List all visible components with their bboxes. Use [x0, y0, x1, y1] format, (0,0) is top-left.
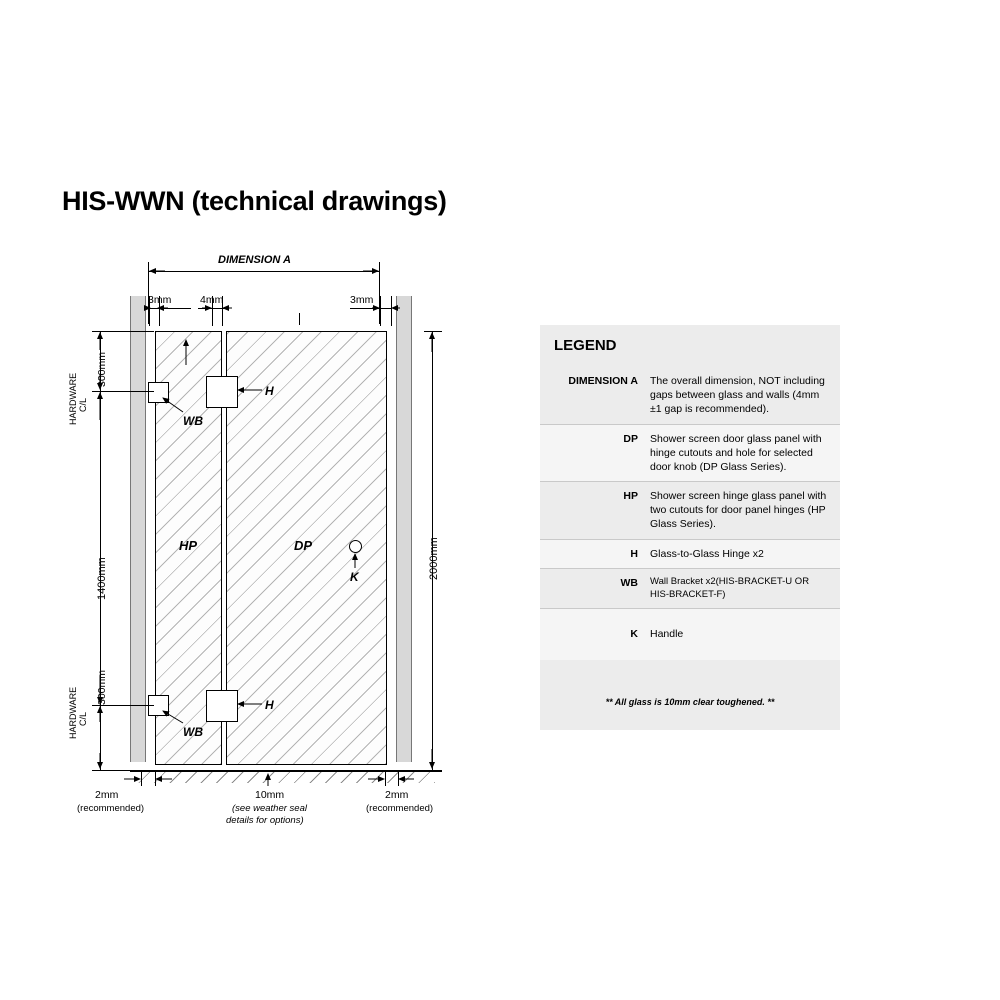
gap-panel-label: 4mm — [200, 294, 224, 306]
label-hinge-panel: HP — [179, 538, 198, 553]
callout-handle: K — [350, 570, 359, 584]
legend-value: Wall Bracket x2(HIS-BRACKET-U OR HIS-BRACKET-F) — [650, 575, 810, 600]
legend-row — [540, 482, 840, 540]
vdim-300-top: 300mm — [96, 351, 108, 387]
callout-hinge-bottom: H — [265, 698, 274, 712]
callout-bracket-top: WB — [183, 414, 203, 428]
legend-row — [540, 569, 840, 610]
cl-hardware-bottom-2: HARDWARE — [68, 686, 78, 739]
page-title: HIS-WWN (technical drawings) — [62, 186, 447, 216]
legend-value: Handle — [650, 628, 684, 641]
legend-value: Shower screen hinge glass panel with two cutouts for door panel hinges (HP Glass Series). — [650, 490, 827, 531]
vdim-300-bottom: 300mm — [96, 669, 108, 705]
cl-hardware-top: C/L — [78, 397, 88, 412]
legend-key: HP — [623, 490, 638, 503]
cl-hardware-top-2: HARDWARE — [68, 372, 78, 425]
legend-key: DIMENSION A — [568, 375, 638, 387]
label-door-panel: DP — [294, 538, 313, 553]
legend-key: K — [630, 628, 638, 641]
legend-value: The overall dimension, NOT including gaps between glass and walls (4mm ±1 gap is recommended). — [650, 375, 825, 416]
legend-row — [540, 540, 840, 569]
legend-key: DP — [623, 432, 638, 445]
dim-a-label: DIMENSION A — [218, 254, 291, 266]
legend-title: LEGEND — [554, 337, 617, 354]
legend-value: Shower screen door glass panel with hinge cutouts and hole for selected door knob (DP Glass Series). — [650, 432, 822, 473]
bottom-center-value: 10mm — [255, 789, 285, 801]
legend-row — [540, 367, 840, 425]
legend-key: H — [630, 547, 638, 560]
bottom-center-note-2: details for options) — [226, 815, 304, 826]
bottom-right-note: (recommended) — [366, 803, 434, 814]
legend-key: WB — [620, 576, 638, 589]
vdim-2000: 2000mm — [428, 537, 440, 580]
gap-right-label: 3mm — [350, 294, 374, 306]
legend-panel — [540, 325, 840, 730]
legend-row — [540, 425, 840, 483]
bottom-left-note: (recommended) — [77, 803, 145, 814]
legend-row — [540, 609, 840, 659]
legend-footnote: ** All glass is 10mm clear toughened. ** — [605, 697, 775, 707]
legend-value: Glass-to-Glass Hinge x2 — [650, 547, 764, 560]
callout-hinge-top: H — [265, 384, 274, 398]
gap-left-label: 3mm — [148, 294, 172, 306]
callout-bracket-bottom: WB — [183, 725, 203, 739]
bottom-right-value: 2mm — [385, 789, 409, 801]
vdim-1400: 1400mm — [96, 557, 108, 600]
bottom-center-note-1: (see weather seal — [232, 803, 307, 814]
legend-rows — [540, 367, 840, 660]
cl-hardware-bottom: C/L — [78, 711, 88, 726]
bottom-left-value: 2mm — [95, 789, 119, 801]
